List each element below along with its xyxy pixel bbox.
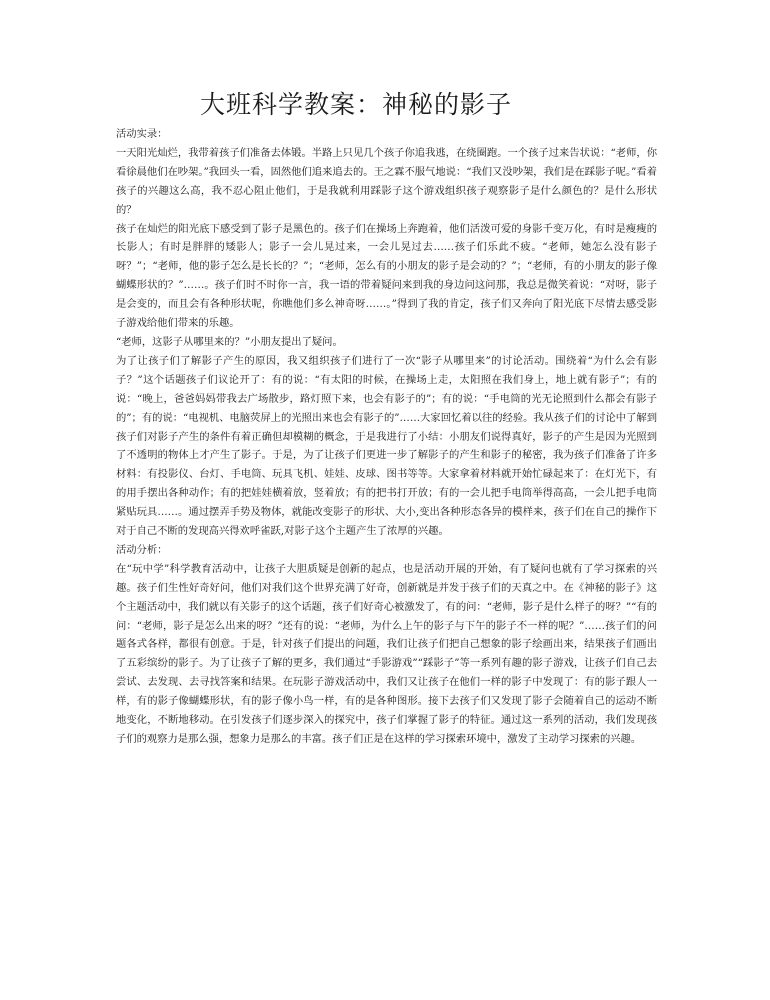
document-title: 大班科学教案：神秘的影子 — [199, 90, 512, 119]
section-heading-activity-analysis: 活动分析： — [116, 543, 168, 556]
paragraph-story-intro: 一天阳光灿烂，我带着孩子们准备去体锻。半路上只见几个孩子你追我逃，在绕圈跑。一个孩子过来告状说：“老师，你看徐晨他们在吵架。”我回头一看，固然他们追来追去的。王之霖不服气地说：“我们又没吵架，我们是在踩影子呢。”看着孩子的兴趣这么高，我不忍心阻止他们，于是我就利用踩影子这个游戏组织孩子观察影子是什么颜色的？是什么形状的？ — [116, 146, 657, 216]
paragraph-child-question: “老师，这影子从哪里来的？”小朋友提出了疑问。 — [116, 335, 343, 348]
paragraph-analysis: 在“玩中学”科学教育活动中，让孩子大胆质疑是创新的起点，也是活动开展的开始，有了疑问也就有了学习探索的兴趣。孩子们生性好奇好问，他们对我们这个世界充满了好奇，创新就是并发于孩子们的天真之中。在《神秘的影子》这个主题活动中，我们就以有关影子的这个话题，孩子们好奇心被激发了，有的问：“老师，影子是什么样子的呀？”“有的问：“老师，影子是怎么出来的呀？”还有的说：“老师，为什么上午的影子与下午的影子不一样的呢？”……孩子们的问题各式各样，都很有创意。于是，针对孩子们提出的问题，我们让孩子们把自己想象的影子绘画出来，结果孩子们画出了五彩缤纷的影子。为了让孩子了解的更多，我们通过“手影游戏”“踩影子”等一系列有趣的影子游戏，让孩子们自己去尝试、去发现、去寻找答案和结果。在玩影子游戏活动中，我们又让孩子在他们一样的影子中发现了：有的影子跟人一样，有的影子像蝴蝶形状，有的影子像小鸟一样，有的是各种图形。接下去孩子们又发现了影子会随着自己的运动不断地变化，不断地移动。在引发孩子们逐步深入的探究中，孩子们掌握了影子的特征。通过这一系列的活动，我们发现孩子们的观察力是那么强，想象力是那么的丰富。孩子们正是在这样的学习探索环境中，激发了主动学习探索的兴趣。 — [116, 562, 657, 745]
paragraph-shadow-observation: 孩子在灿烂的阳光底下感受到了影子是黑色的。孩子们在操场上奔跑着，他们活泼可爱的身影千变万化，有时是瘦瘦的长影人；有时是胖胖的矮影人；影子一会儿晃过来，一会儿晃过去……孩子们乐此不疲。“老师，她怎么没有影子呀？”；“老师，他的影子怎么是长长的？”；“老师，怎么有的小朋友的影子是会动的？”；“老师，有的小朋友的影子像蝴蝶形状的？”……。孩子们时不时你一言，我一语的带着疑问来到我的身边问这问那，我总是微笑着说：“对呀，影子是会变的，而且会有各种形状呢，你瞧他们多么神奇呀……。”得到了我的肯定，孩子们又奔向了阳光底下尽情去感受影子游戏给他们带来的乐趣。 — [116, 222, 657, 330]
document-body — [116, 125, 657, 749]
paragraph-shadow-discussion: 为了让孩子们了解影子产生的原因，我又组织孩子们进行了一次“影子从哪里来”的讨论活动。围绕着“为什么会有影子？”这个话题孩子们议论开了：有的说：“有太阳的时候，在操场上走，太阳照在我们身上，地上就有影子”；有的说：“晚上，爸爸妈妈带我去广场散步，路灯照下来，也会有影子的”；有的说：“手电筒的光无论照到什么都会有影子的”；有的说：“电视机、电脑荧屏上的光照出来也会有影子的”……大家回忆着以往的经验。我从孩子们的讨论中了解到孩子们对影子产生的条件有着正确但却模糊的概念，于是我进行了小结：小朋友们说得真好，影子的产生是因为光照到了不透明的物体上才产生了影子。于是，为了让孩子们更进一步了解影子的产生和影子的秘密，我为孩子们准备了许多材料：有投影仪、台灯、手电筒、玩具飞机、娃娃、皮球、图书等等。大家拿着材料就开始忙碌起来了：在灯光下，有的用手摆出各种动作；有的把娃娃横着放，竖着放；有的把书打开放；有的一会儿把手电筒举得高高，一会儿把手电筒紧贴玩具……。通过摆弄手势及物体，就能改变影子的形状、大小,变出各种形态各异的模样来，孩子们在自己的操作下对于自己不断的发现高兴得欢呼雀跃,对影子这个主题产生了浓厚的兴趣。 — [116, 354, 657, 538]
section-heading-activity-record: 活动实录： — [116, 128, 168, 140]
